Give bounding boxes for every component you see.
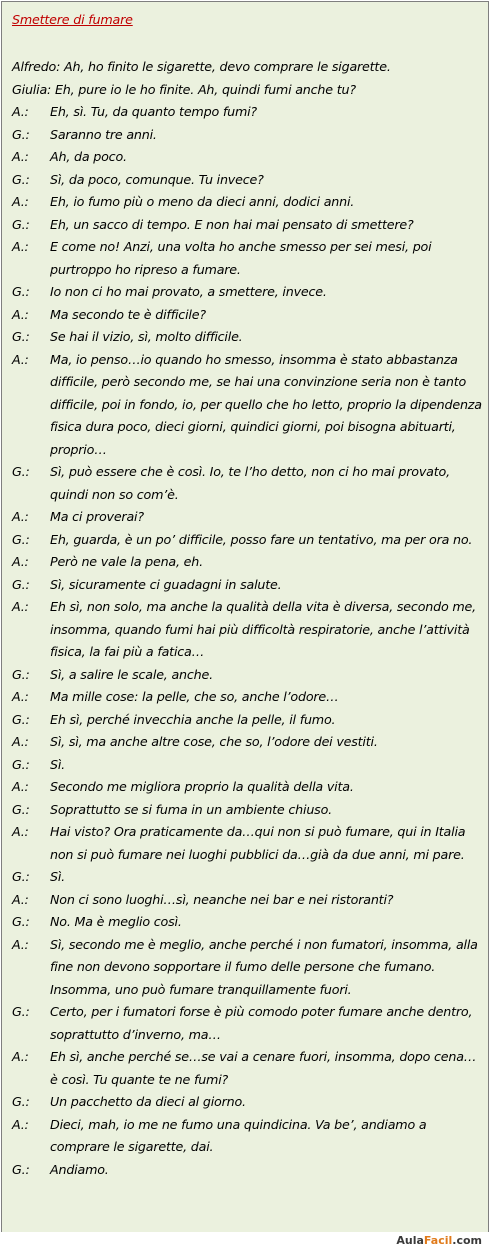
speaker-label: G.: — [12, 329, 30, 344]
logo-part-facil: Facil — [423, 1234, 453, 1247]
speaker-label: A.: — [12, 306, 29, 322]
speaker-label: G.: — [12, 801, 30, 817]
speaker-label: A.: — [12, 779, 29, 794]
dialogue-row — [12, 754, 482, 777]
dialogue-row — [12, 934, 482, 1002]
intro-text: Eh, pure io le ho finite. Ah, quindi fumi anche tu? — [54, 81, 356, 97]
dialogue-text: Sì. — [50, 869, 66, 884]
dialogue-text: Saranno tre anni. — [50, 126, 157, 142]
dialogue-row — [12, 664, 482, 687]
dialogue-row — [12, 236, 482, 281]
dialogue-text: Sì, sicuramente ci guadagni in salute. — [50, 576, 282, 592]
speaker-label: A.: — [12, 239, 29, 254]
intro-line — [12, 56, 482, 79]
speaker-label: G.: — [12, 756, 30, 772]
dialogue-text: Eh, un sacco di tempo. E non hai mai pensato di smettere? — [50, 216, 414, 232]
dialogue-row — [12, 1046, 482, 1091]
dialogue-row — [12, 776, 482, 799]
speaker-label: A.: — [12, 936, 29, 952]
dialogue-row — [12, 1001, 482, 1046]
dialogue-row — [12, 1159, 482, 1182]
dialogue-row — [12, 101, 482, 124]
dialogue-text: Eh, guarda, è un po’ difficile, posso fare un tentativo, ma per ora no. — [50, 531, 473, 547]
dialogue-row — [12, 799, 482, 822]
dialogue-text: Eh sì, anche perché se…se vai a cenare fuori, insomma, dopo cena…è così. Tu quante te ne fumi? — [50, 1049, 477, 1087]
speaker-label: G.: — [12, 576, 30, 592]
page-title: Smettere di fumare — [12, 12, 133, 27]
dialogue-row — [12, 1114, 482, 1159]
dialogue-text: Eh sì, perché invecchia anche la pelle, il fumo. — [50, 711, 336, 727]
speaker-label: G.: — [12, 1161, 30, 1177]
speaker-label: A.: — [12, 891, 29, 907]
speaker-label: A.: — [12, 689, 29, 704]
dialogue-row — [12, 506, 482, 529]
dialogue-text: Sì. — [50, 756, 66, 772]
dialogue-row — [12, 281, 482, 304]
speaker-label: G.: — [12, 869, 30, 884]
dialogue-text: Sì, può essere che è così. Io, te l’ho detto, non ci ho mai provato, quindi non so com’è. — [50, 464, 450, 502]
dialogue-row — [12, 821, 482, 866]
dialogue-text: Ma secondo te è difficile? — [50, 306, 206, 322]
speaker-label: A.: — [12, 734, 29, 749]
dialogue-text: Ma ci proverai? — [50, 509, 144, 524]
speaker-label: A.: — [12, 824, 29, 839]
dialogue-text: Sì, da poco, comunque. Tu invece? — [50, 171, 264, 187]
site-logo — [396, 1234, 482, 1248]
speaker-label: A.: — [12, 194, 29, 209]
dialogue-row — [12, 574, 482, 597]
dialogue-text: Sì, a salire le scale, anche. — [50, 666, 213, 682]
dialogue-row — [12, 551, 482, 574]
dialogue-row — [12, 911, 482, 934]
speaker-label: A.: — [12, 599, 29, 614]
dialogue-text: Eh, sì. Tu, da quanto tempo fumi? — [50, 104, 257, 119]
speaker-label: A.: — [12, 351, 29, 367]
dialogue-row — [12, 709, 482, 732]
dialogue-text: Però ne vale la pena, eh. — [50, 554, 203, 569]
dialogue-row — [12, 1091, 482, 1114]
dialogue-row — [12, 529, 482, 552]
dialogue-row — [12, 304, 482, 327]
intro-block — [12, 56, 482, 101]
dialogue-row — [12, 169, 482, 192]
logo-part-aula: Aula — [396, 1234, 424, 1247]
dialogue-text: Hai visto? Ora praticamente da…qui non si può fumare, qui in Italia non si può fumare nei luoghi pubblici da…già da due anni, mi pare. — [50, 824, 466, 862]
speaker-label: G.: — [12, 531, 30, 547]
dialogue-text: Eh sì, non solo, ma anche la qualità della vita è diversa, secondo me, insomma, quando fumi hai più difficoltà respiratorie, anche l’attività fisica, la fai più a fatica… — [50, 599, 476, 659]
dialogue-row — [12, 191, 482, 214]
dialogue-row — [12, 596, 482, 664]
dialogue-text: Ah, da poco. — [50, 149, 127, 164]
dialogue-row — [12, 686, 482, 709]
speaker-label: A.: — [12, 554, 29, 569]
speaker-label: G.: — [12, 1004, 30, 1019]
dialogue-row — [12, 146, 482, 169]
speaker-label: A.: — [12, 1049, 29, 1064]
dialogue-text: Andiamo. — [50, 1161, 109, 1177]
dialogue-text: Soprattutto se si fuma in un ambiente chiuso. — [50, 801, 332, 817]
dialogue-text: Ma, io penso…io quando ho smesso, insomma è stato abbastanza difficile, però secondo me, se hai una convinzione seria non è tanto difficile, poi in fondo, io, per quello che ho letto, proprio la dipendenza fisica dura poco, dieci giorni, quindici giorni, poi bisogna abituarti, proprio… — [50, 351, 482, 457]
speaker-label: A.: — [12, 149, 29, 164]
dialogue-row — [12, 866, 482, 889]
dialogue-panel — [1, 1, 489, 1246]
speaker-label: G.: — [12, 171, 30, 187]
speaker-label: G.: — [12, 464, 30, 479]
dialogue-text: Sì, sì, ma anche altre cose, che so, l’odore dei vestiti. — [50, 734, 378, 749]
speaker-label: G.: — [12, 666, 30, 682]
speaker-label: G.: — [12, 1094, 30, 1109]
speaker-label: G.: — [12, 914, 30, 929]
intro-line — [12, 79, 482, 102]
speaker-label: G.: — [12, 711, 30, 727]
speaker-label: A.: — [12, 509, 29, 524]
dialogue-text: Ma mille cose: la pelle, che so, anche l’odore… — [50, 689, 339, 704]
dialogue-text: No. Ma è meglio così. — [50, 914, 182, 929]
speaker-label: G.: — [12, 284, 30, 299]
intro-speaker: Alfredo: — [12, 59, 61, 74]
dialogue-text: E come no! Anzi, una volta ho anche smesso per sei mesi, poi purtroppo ho ripreso a fumare. — [50, 239, 432, 277]
dialogue-list — [12, 101, 482, 1181]
dialogue-text: Se hai il vizio, sì, molto difficile. — [50, 329, 243, 344]
dialogue-text: Sì, secondo me è meglio, anche perché i non fumatori, insomma, alla fine non devono sopportare il fumo delle persone che fumano. Insomma, uno può fumare tranquillamente fuori. — [50, 936, 478, 997]
speaker-label: G.: — [12, 126, 30, 142]
dialogue-row — [12, 326, 482, 349]
speaker-label: G.: — [12, 216, 30, 232]
dialogue-row — [12, 731, 482, 754]
speaker-label: A.: — [12, 104, 29, 119]
dialogue-row — [12, 349, 482, 462]
dialogue-text: Io non ci ho mai provato, a smettere, invece. — [50, 284, 327, 299]
dialogue-row — [12, 461, 482, 506]
logo-part-com: .com — [452, 1234, 482, 1247]
dialogue-text: Eh, io fumo più o meno da dieci anni, dodici anni. — [50, 194, 355, 209]
dialogue-text: Certo, per i fumatori forse è più comodo poter fumare anche dentro, soprattutto d’inverno, ma… — [50, 1004, 473, 1042]
intro-speaker: Giulia: — [12, 81, 52, 97]
dialogue-text: Secondo me migliora proprio la qualità della vita. — [50, 779, 354, 794]
dialogue-row — [12, 124, 482, 147]
dialogue-row — [12, 214, 482, 237]
dialogue-text: Non ci sono luoghi…sì, neanche nei bar e nei ristoranti? — [50, 891, 394, 907]
dialogue-text: Dieci, mah, io me ne fumo una quindicina. Va be’, andiamo a comprare le sigarette, dai. — [50, 1116, 427, 1154]
intro-text: Ah, ho finito le sigarette, devo comprare le sigarette. — [64, 59, 391, 74]
speaker-label: A.: — [12, 1116, 29, 1132]
dialogue-row — [12, 889, 482, 912]
dialogue-text: Un pacchetto da dieci al giorno. — [50, 1094, 246, 1109]
